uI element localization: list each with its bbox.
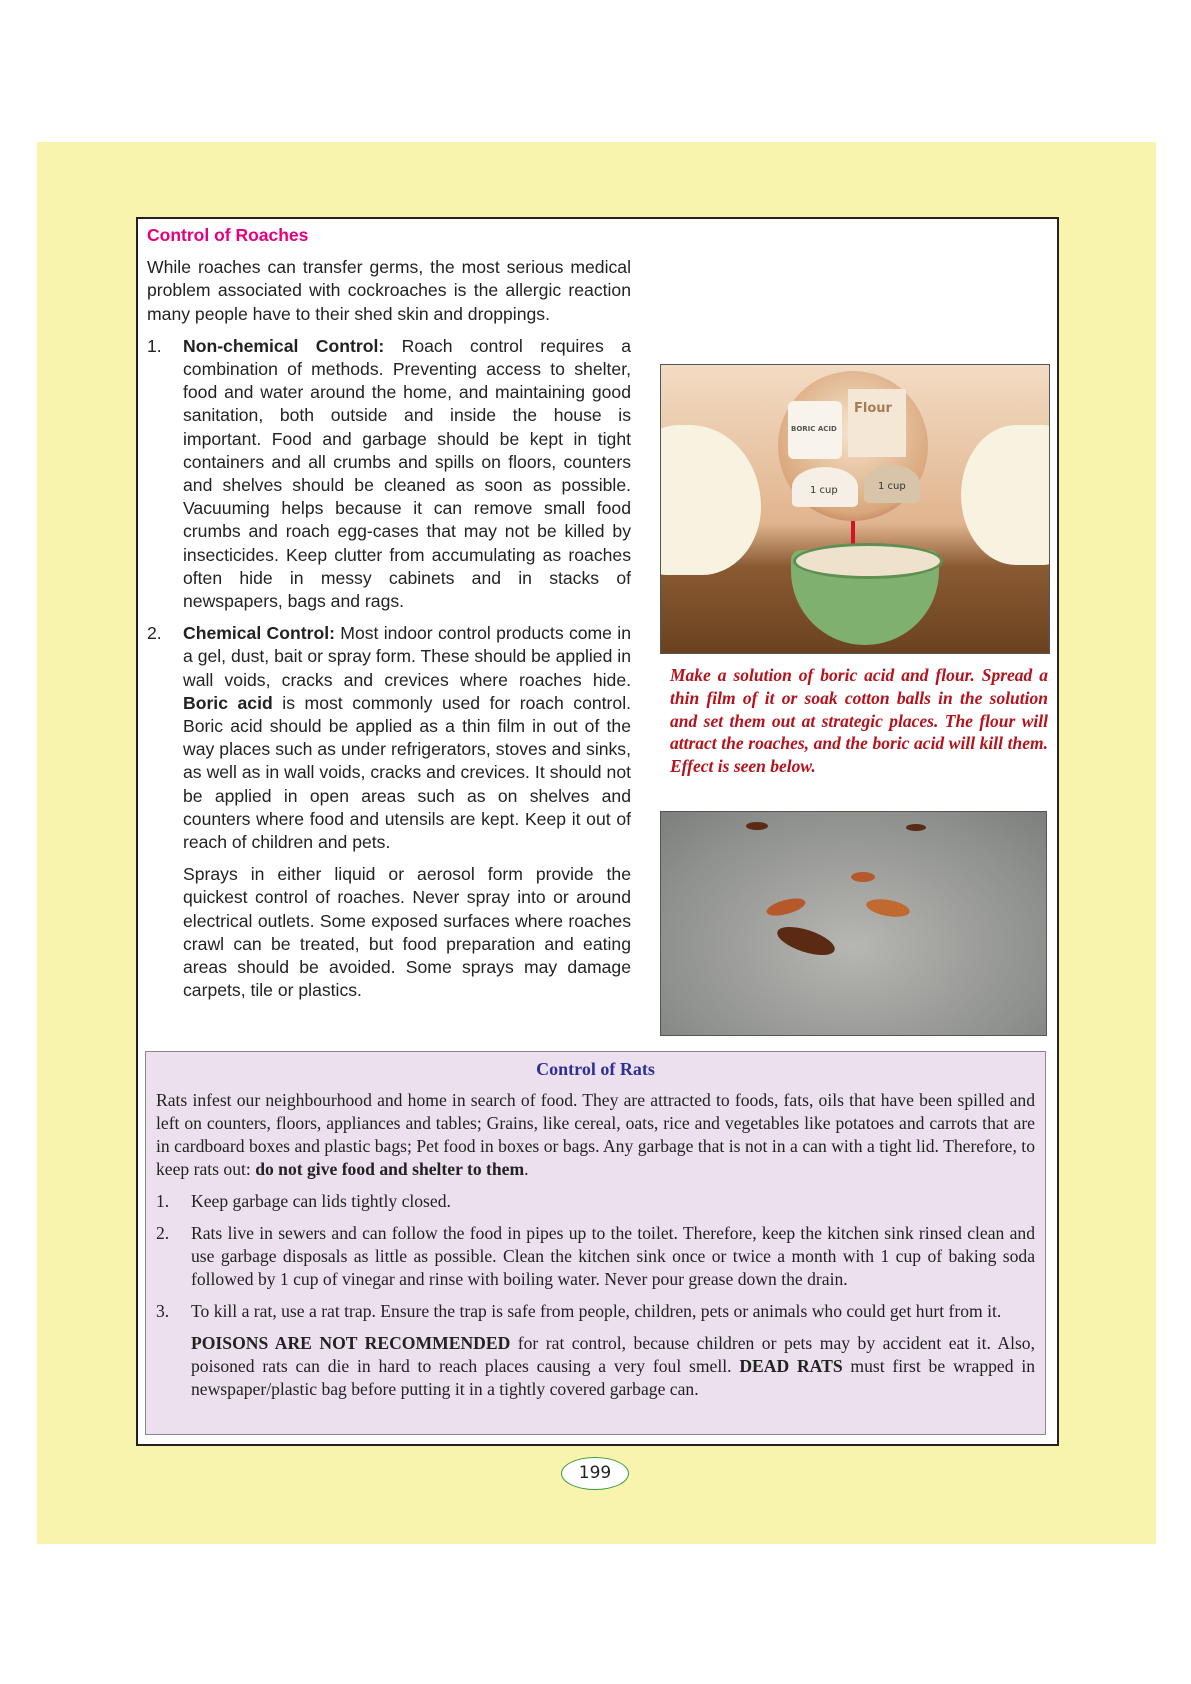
item-title: Non-chemical Control: [183, 335, 385, 356]
item-number: 2. [147, 623, 162, 644]
item-text: Roach control requires a combination of methods. Preventing access to shelter, food and water around the home, and maintaining good sanitation, both outside and inside the house is important. Food and garbage should be kept in tight containers and all crumbs and spills on floors, counters and shelves should be cleaned as soon as possible. Vacuuming helps because it can remove small food crumbs and roach egg-cases that may not be killed by insecticides. Keep clutter from accumulating as roaches often hide in messy cabinets and in stacks of newspapers, bags and rags. [183, 335, 631, 612]
flour-label: Flour [854, 401, 892, 416]
list-item [156, 1222, 1035, 1291]
roaches-section [147, 224, 631, 1012]
boric-acid-jar [788, 401, 842, 459]
flour-bag [848, 389, 906, 457]
item-text: Rats live in sewers and can follow the food in pipes up to the toilet. Therefore, keep the kitchen sink rinsed clean and use garbage disposals as little as possible. Clean the kitchen sink once or twice a month with 1 cup of baking soda followed by 1 cup of vinegar and rinse with boiling water. Never pour grease down the drain. [191, 1223, 1035, 1289]
roach [851, 872, 875, 882]
roach [765, 895, 807, 919]
dead-roaches-photo [660, 811, 1047, 1036]
item-text: is most commonly used for roach control. Boric acid should be applied as a thin film in out of the way places such as under refrigerators, stoves and sinks, as well as in wall voids, cracks and crevices. It should not be applied in open areas such as on shelves and counters where food and utensils are kept. Keep it out of reach of children and pets. [183, 692, 631, 853]
intro-bold: do not give food and shelter to them [255, 1159, 525, 1179]
rats-heading: Control of Rats [536, 1059, 655, 1079]
item-text: Keep garbage can lids tightly closed. [191, 1191, 451, 1211]
intro-text: Rats infest our neighbourhood and home in search of food. They are attracted to foods, fats, oils that have been spilled and left on counters, floors, appliances and tables; Grains, like cereal, oats, rice and vegetables like potatoes and carrots that are in cardboard boxes and plastic bags; Pet food in boxes or bags. Any garbage that is not in a can with a tight lid. Therefore, to keep rats out: [156, 1090, 1035, 1179]
item-number: 2. [156, 1223, 170, 1243]
roach-control-list [147, 335, 631, 1003]
list-item [156, 1300, 1035, 1323]
item-number: 1. [156, 1191, 170, 1211]
item-title: Chemical Control: [183, 623, 335, 644]
boric-pile [792, 467, 858, 507]
item-number: 3. [156, 1301, 170, 1321]
dead-rats-bold: DEAD RATS [739, 1356, 843, 1376]
right-hand [961, 425, 1050, 565]
poison-text: for rat control, because children or pets may by accident eat it. Also, poisoned rats can die in hard to reach places causing a very foul smell. [191, 1333, 1035, 1376]
page-number: 199 [561, 1457, 629, 1490]
rat-control-list [156, 1190, 1035, 1323]
roach [865, 896, 911, 919]
flour-pile [864, 465, 920, 503]
ingredients-inset [778, 371, 928, 521]
item-text: To kill a rat, use a rat trap. Ensure the trap is safe from people, children, pets or animals who could get hurt from it. [191, 1301, 1002, 1321]
sprays-paragraph: Sprays in either liquid or aerosol form provide the quickest control of roaches. Never spray into or around electrical outlets. Some exposed surfaces where roaches crawl can be treated, but food preparation and eating areas should be avoided. Some sprays may damage carpets, tile or plastics. [183, 864, 631, 1001]
list-item [147, 335, 631, 613]
bowl-mixture [793, 543, 943, 579]
roach [774, 921, 838, 960]
roaches-heading: Control of Roaches [147, 225, 309, 245]
roaches-intro: While roaches can transfer germs, the most serious medical problem associated with cockroaches is the allergic reaction many people have to their shed skin and droppings. [147, 257, 631, 324]
cup-label: 1 cup [878, 481, 906, 492]
roach [906, 824, 926, 831]
boric-acid-illustration [660, 364, 1050, 654]
rats-section [145, 1051, 1046, 1435]
roach [746, 822, 768, 830]
item-text: Most indoor control products come in a gel, dust, bait or spray form. These should be applied in wall voids, cracks and crevices where roaches hide. [183, 623, 631, 690]
boric-label: BORIC ACID [791, 425, 837, 433]
poison-bold: POISONS ARE NOT RECOMMENDED [191, 1333, 511, 1353]
figure-caption: Make a solution of boric acid and flour. Spread a thin film of it or soak cotton balls in the solution and set them out at strategic places. The flour will attract the roaches, and the boric acid will kill them. Effect is seen below. [670, 665, 1048, 777]
poison-text: must first be wrapped in newspaper/plastic bag before putting it in a tightly covered garbage can. [191, 1356, 1036, 1399]
boric-acid-term: Boric acid [183, 692, 273, 713]
intro-end: . [524, 1159, 529, 1179]
list-item [156, 1190, 1035, 1213]
list-item [147, 622, 631, 1002]
item-number: 1. [147, 335, 162, 356]
rats-intro [156, 1089, 1035, 1181]
left-hand [660, 425, 761, 575]
cup-label: 1 cup [810, 485, 838, 496]
poisons-paragraph [156, 1332, 1035, 1401]
